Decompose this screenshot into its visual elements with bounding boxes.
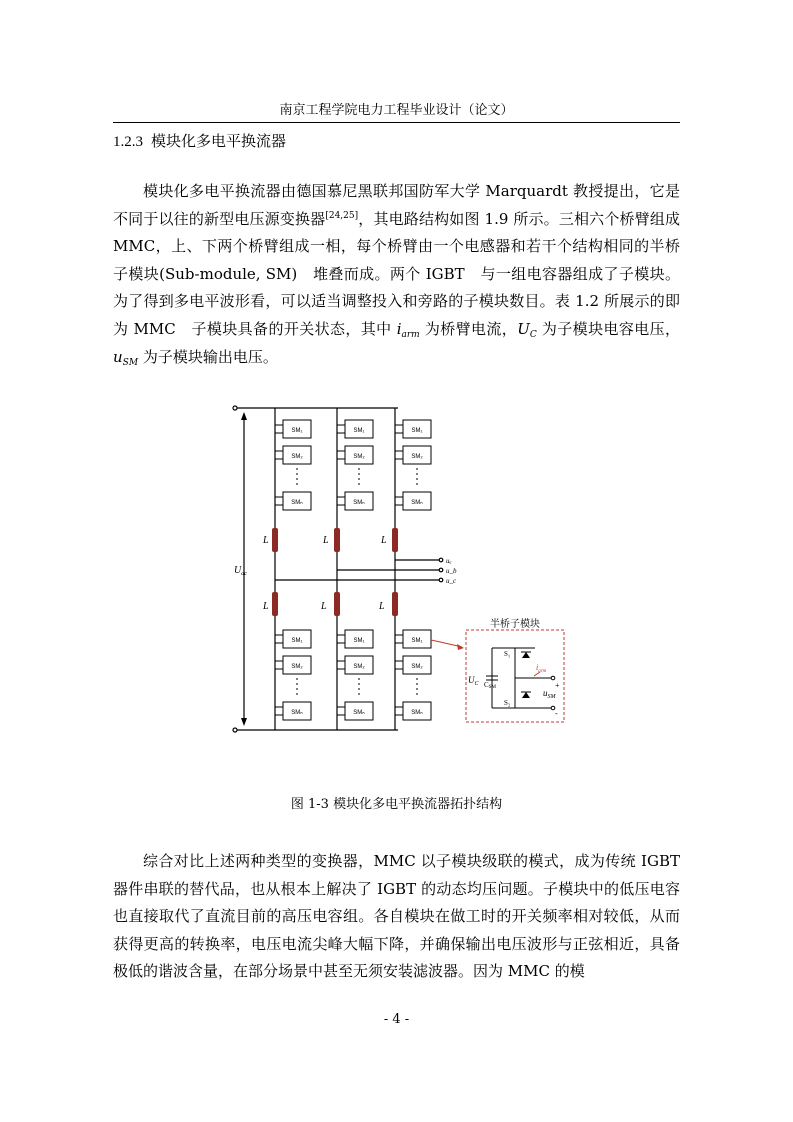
upper-sm1-label-b: SM₁ [353,428,365,434]
paragraph-text: 模块化多电平换流器由德国慕尼黑联邦国防军大学 Marquardt 教授提出，它是不同于以往的新型电压源变换器 [113,182,680,228]
inductor-label: L [323,535,329,546]
section-title: 模块化多电平换流器 [151,132,287,150]
inductor-label: L [379,601,385,612]
header-rule [113,122,680,123]
section-heading [113,131,286,152]
half-bridge-inset [466,617,564,722]
inset-iarm-label: $i_{arm}$ [536,663,547,674]
lower-sm2-label-c: SM₂ [411,664,423,670]
symbol-sub: arm [401,329,420,340]
section-number: 1.2.3 [113,134,143,150]
inset-minus-sign: - [555,709,558,718]
lower-sm1-label-c: SM₁ [411,638,423,644]
figure-caption: 图 1-3 模块化多电平换流器拓扑结构 [290,797,503,812]
lower-smn-label-b: SMₙ [353,710,365,716]
mmc-topology-diagram [230,390,590,760]
paragraph-text: 为子模块电容电压， [536,319,680,338]
switch-s2-label: S₂ [504,699,511,707]
symbol-u: U [517,319,530,338]
paragraph-comparison: 综合对比上述两种类型的变换器，MMC 以子模块级联的模式，成为传统 IGBT 器件串联的替代品，也从根本上解决了 IGBT 的动态均压问题。子模块中的低压电容也直接取代了直流目前的高压电容组。各自模块在做工时的开关频率相对较低，从而获得更高的转换率，电压电流尖峰大幅下降，并确保输出电压波形与正弦相近，具备极低的谐波含量，在部分场景中甚至无须安装滤波器。因为 MMC 的模 [113,852,680,981]
upper-arm-modules [275,420,431,510]
symbol-u: u [113,347,123,366]
paragraph-text: 为子模块输出电压。 [138,347,278,366]
upper-smn-label-c: SMₙ [411,500,423,506]
upper-smn-label-a: SMₙ [291,500,303,506]
lower-sm2-label-b: SM₂ [353,664,365,670]
inset-usm-label: $u_{SM}$ [543,688,556,700]
upper-sm2-label-c: SM₂ [411,454,423,460]
inductor-label: L [263,535,269,546]
symbol-sub: SM [122,357,139,368]
symbol-i: i [396,319,402,338]
lower-arm-modules [275,630,431,720]
phase-b-label: u_b [446,567,457,575]
page-number: - 4 - [383,1012,410,1027]
inductor-label: L [321,601,327,612]
upper-sm1-label-c: SM₁ [411,428,423,434]
lower-sm2-label-a: SM₂ [291,664,303,670]
paragraph-text: 为桥臂电流， [419,319,518,338]
dc-voltage-label: $U_{dc}$ [234,565,247,577]
upper-sm1-label-a: SM₁ [291,428,303,434]
lower-smn-label-a: SMₙ [291,710,303,716]
lower-smn-label-c: SMₙ [411,710,423,716]
inductor-label: L [381,535,387,546]
paragraph-text: ，其电路结构如图 1.9 所示。三相六个桥臂组成 MMC，上、下两个桥臂组成一相，每个桥臂由一个电感器和若干个结构相同的半桥子模块(Sub-module, SM) 堆叠而成。两个 IGBT 与一组电容器组成了子模块。为了得到多电平波形看，可以适当调整投入和旁路的子模块数目。表 1.2 所展示的即为 MMC 子模块具备的开关状态，其中 [113,209,680,338]
switch-s1-label: S₁ [504,650,511,658]
citation: [24,25] [325,210,359,221]
upper-sm2-label-b: SM₂ [353,454,365,460]
inductor-label: L [263,601,269,612]
phase-a-label: uₐ [446,557,452,565]
symbol-sub: C [529,329,537,340]
inset-csm-label: CSM [484,681,496,690]
lower-sm1-label-b: SM₁ [353,638,365,644]
paragraph-intro [113,178,680,371]
upper-smn-label-b: SMₙ [353,500,365,506]
inset-plus-sign: + [555,681,560,690]
inset-uc-label: $U_C$ [468,675,479,687]
lower-sm1-label-a: SM₁ [291,638,303,644]
page-header: 南京工程学院电力工程毕业设计（论文） [279,103,514,118]
phase-c-label: u_c [446,577,457,585]
upper-sm2-label-a: SM₂ [291,454,303,460]
inset-title: 半桥子模块 [490,619,540,630]
